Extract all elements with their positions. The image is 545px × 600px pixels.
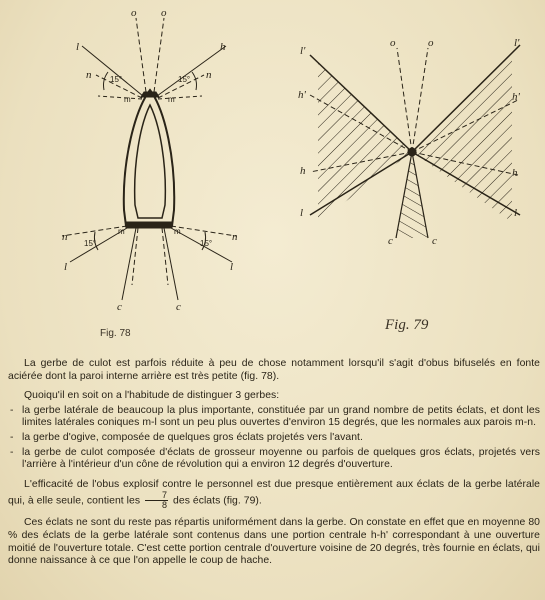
paragraph-4: Ces éclats ne sont du reste pas répartis uniformément dans la gerbe. On constate en effet que en moyenne 80 % des éclats de la gerbe latérale sont contenus dans une portion centrale h-h' correspondant à une ouverture moitié de l'ouverture totale. C'est cette portion centrale d'ouverture voisine de 20 degrés, très fournie en éclats, qui donne naissance à ce que l'on appelle le coup de hache.: [8, 517, 540, 567]
fig78-label-c: c: [117, 301, 122, 313]
fig78-label-h: h: [220, 41, 226, 53]
shell-outline: [124, 90, 174, 226]
fig79-label-h: h: [512, 167, 518, 179]
fig79-label-c: c: [432, 235, 437, 247]
fig78-diagram: [62, 18, 236, 300]
fig78-angle: 15°: [110, 75, 123, 84]
fig79-diagram: [310, 45, 520, 238]
paragraph-3-line-2a: la gerbe latérale qui, à elle seule, contient les: [8, 478, 541, 507]
fig78-label-n: n: [62, 231, 68, 243]
fig78-angle: 15°: [200, 239, 213, 248]
paragraph-3: [8, 479, 540, 511]
fig79-label-l-prime: l': [300, 45, 306, 57]
fig78-label-m: m: [118, 227, 125, 236]
fraction-denominator: 8: [162, 500, 168, 511]
fig78-label-l: l: [76, 41, 80, 53]
fig78-angle: 15°: [84, 239, 97, 248]
fraction: [145, 491, 168, 510]
fig78-label-c: c: [176, 301, 181, 313]
fig79-label-l: l: [514, 207, 518, 219]
paragraph-1: La gerbe de culot est parfois réduite à peu de chose notamment lorsqu'il s'agit d'obus bifuselés en fonte aciérée dont la paroi interne arrière est très petite (fig. 78).: [8, 358, 540, 382]
list-item: - la gerbe d'ogive, composée de quelques gros éclats projetés vers l'avant.: [8, 432, 540, 445]
fig78-label-l: l: [230, 261, 234, 273]
fig78-labels: [62, 7, 238, 313]
fig78-label-n: n: [86, 69, 92, 81]
fig78-label-o: o: [161, 7, 167, 19]
fig79-caption: Fig. 79: [385, 317, 429, 333]
fig78-angle: 15°: [178, 75, 191, 84]
fig79-label-h-prime: h': [298, 89, 306, 101]
list-item: - la gerbe de culot composée d'éclats de grosseur moyenne ou parfois de quelques gros éclats, projetés vers l'arrière à l'intérieur d'un cône de révolution qui a environ 12 degrés d'ouverture.: [8, 447, 540, 472]
paragraph-2: Quoiqu'il en soit on a l'habitude de distinguer 3 gerbes:: [24, 390, 280, 402]
fig79-label-h: h: [300, 165, 306, 177]
list-item: - la gerbe latérale de beaucoup la plus importante, constituée par un grand nombre de petits éclats, et dont les limites latérales coniques m-l sont un peu plus ouvertes d'environ 15 degrés, que les normales aux parois m-n.: [8, 405, 540, 430]
paragraph-3-line-1: L'efficacité de l'obus explosif contre le personnel est due presque entièrement aux éclats de: [24, 478, 460, 490]
fig79-label-l-prime: l': [514, 37, 520, 49]
paragraph-3-line-2b: des éclats (fig. 79).: [173, 495, 262, 507]
fig78-label-n: n: [232, 231, 238, 243]
fig79-label-h-prime: h': [512, 91, 520, 103]
fig78-label-n: n: [206, 69, 212, 81]
fig78-label-m: m: [124, 95, 131, 104]
fig79-label-o: o: [390, 37, 396, 49]
fig78-caption: Fig. 78: [100, 328, 131, 339]
body-text: [8, 358, 540, 568]
gerbes-list: [8, 405, 540, 472]
fig79-label-o: o: [428, 37, 434, 49]
shell-cavity: [135, 105, 166, 218]
fig78-label-m: m: [174, 227, 181, 236]
fig79-label-c: c: [388, 235, 393, 247]
fraction-numerator: 7: [145, 491, 168, 501]
fig79-label-l: l: [300, 207, 304, 219]
fig78-label-l: l: [64, 261, 68, 273]
fig78-label-m: m: [168, 95, 175, 104]
fig78-label-o: o: [131, 7, 137, 19]
